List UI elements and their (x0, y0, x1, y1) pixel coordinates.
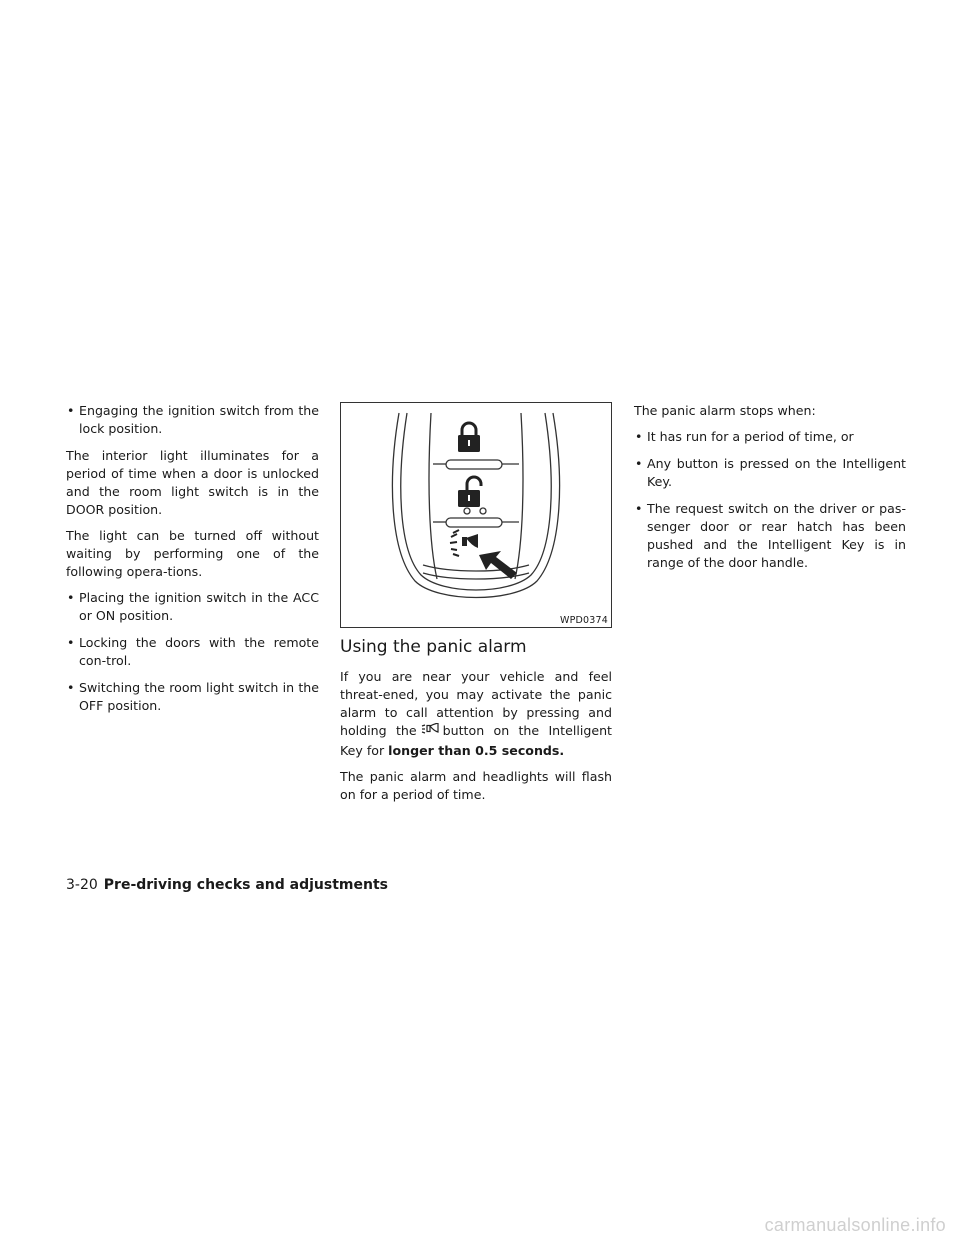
lock-icon (458, 423, 480, 452)
bullet-icon: • (635, 456, 643, 471)
list-item: • The request switch on the driver or pas-senger door or rear hatch has been pushed and the Intelligent Key is in range of the door handle. (635, 501, 906, 570)
list-item: • Engaging the ignition switch from the lock position. (67, 403, 319, 436)
panic-button-icon (421, 723, 439, 742)
operations-list (66, 589, 319, 715)
paragraph: If you are near your vehicle and feel threat-ened, you may activate the panic alarm to call attention by pressing and holding the button on the Intelligent Key for longer than 0.5 seconds. (340, 669, 612, 758)
arrow-pointer-icon (479, 551, 517, 579)
intelligent-key-figure (340, 402, 612, 628)
list-item: • Placing the ignition switch in the ACC or ON position. (67, 590, 319, 623)
column-right (634, 402, 906, 581)
column-left (66, 402, 319, 724)
bullet-icon: • (67, 590, 75, 605)
bullet-list-continued (66, 402, 319, 438)
panic-alarm-icon (450, 530, 478, 556)
paragraph: The interior light illuminates for a period of time when a door is unlocked and the room light switch is in the DOOR position. (66, 448, 319, 517)
watermark: carmanualsonline.info (764, 1215, 946, 1235)
unlock-icon (458, 477, 481, 507)
figure-code: WPD0374 (559, 615, 608, 626)
page-footer (66, 876, 388, 894)
stop-conditions-list (634, 428, 906, 572)
list-item: • It has run for a period of time, or (635, 429, 854, 444)
bullet-icon: • (635, 501, 643, 516)
column-middle (340, 402, 612, 812)
intelligent-key-illustration (341, 403, 611, 627)
page-number: 3-20 (66, 877, 98, 893)
list-item: • Switching the room light switch in the OFF position. (67, 680, 319, 713)
bullet-icon: • (635, 429, 643, 444)
list-item: • Any button is pressed on the Intelligent Key. (635, 456, 906, 489)
paragraph: The panic alarm and headlights will flash on for a period of time. (340, 769, 612, 802)
paragraph: The light can be turned off without waiting by performing one of the following opera-tions. (66, 528, 319, 579)
section-heading: Using the panic alarm (340, 637, 527, 657)
paragraph: The panic alarm stops when: (634, 403, 816, 418)
bullet-icon: • (67, 635, 75, 650)
section-title: Pre-driving checks and adjustments (103, 877, 388, 893)
bullet-icon: • (67, 403, 75, 418)
bullet-icon: • (67, 680, 75, 695)
list-item: • Locking the doors with the remote con-trol. (67, 635, 319, 668)
